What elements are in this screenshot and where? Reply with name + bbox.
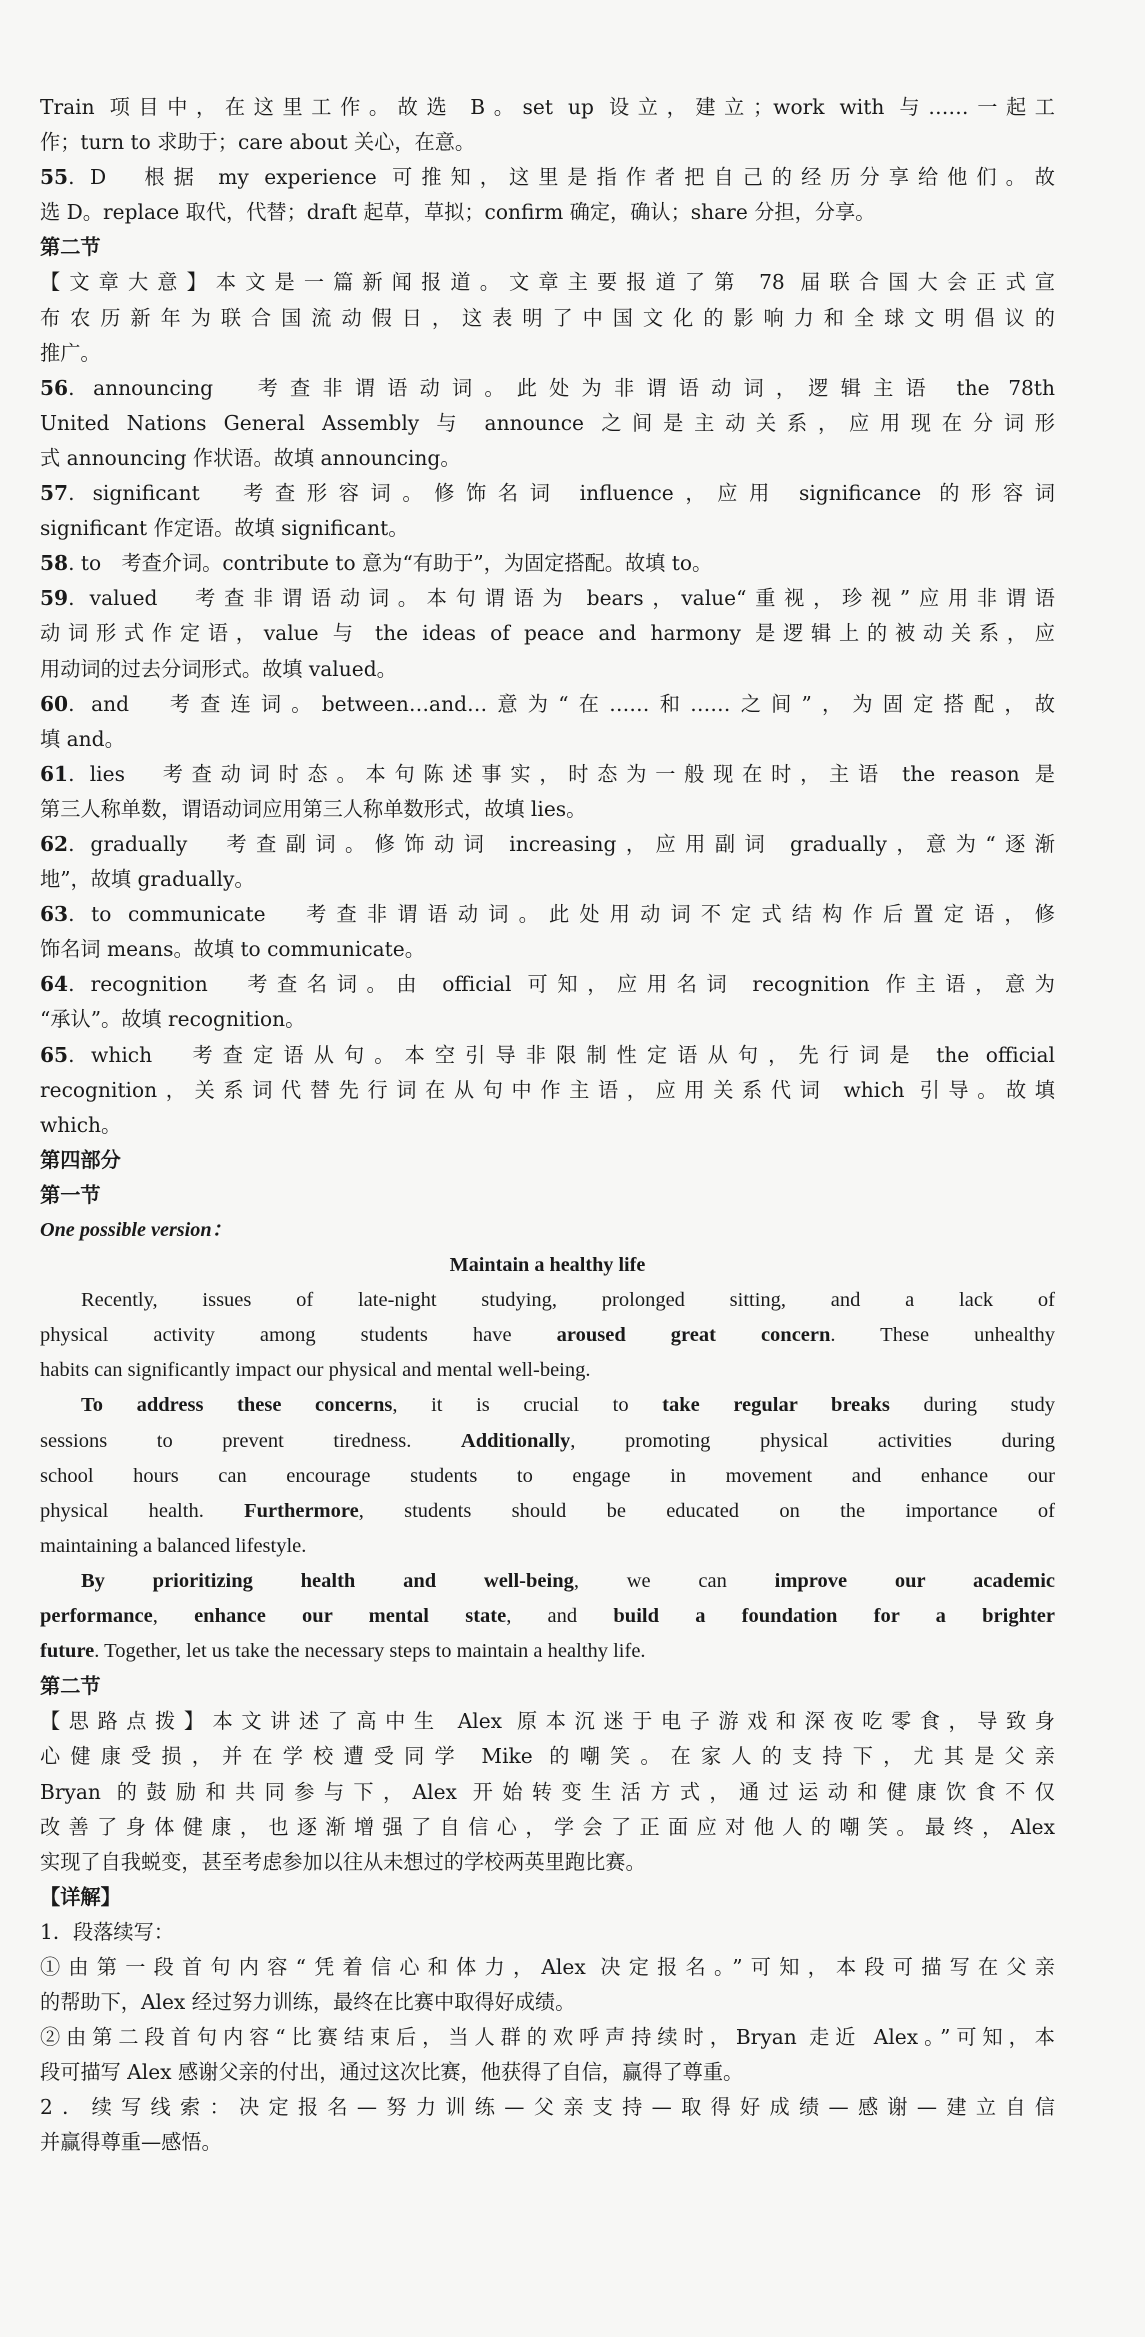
question-number: 57 bbox=[40, 481, 69, 506]
text-line: which。 bbox=[40, 1112, 122, 1137]
text-line: 并赢得尊重—感悟。 bbox=[40, 2130, 222, 2155]
text-line: 的帮助下，Alex 经过努力训练，最终在比赛中取得好成绩。 bbox=[40, 1990, 576, 2015]
highlight-phrase: build a foundation for a brighter bbox=[613, 1605, 1055, 1628]
question-number: 61 bbox=[40, 761, 69, 786]
essay-line: sessions to prevent tiredness. Additionally, promoting physical activities during bbox=[40, 1429, 1055, 1452]
text-line: 实现了自我蜕变，甚至考虑参加以往从未想过的学校两英里跑比赛。 bbox=[40, 1849, 646, 1874]
highlight-phrase: To address these concerns bbox=[81, 1394, 393, 1417]
essay-line: physical health. Furthermore, students should be educated on the importance of bbox=[40, 1499, 1055, 1522]
text-line: ②由第二段首句内容“比赛结束后，当人群的欢呼声持续时，Bryan 走近 Alex。”可知，本 bbox=[40, 2025, 1055, 2050]
question-number: 62 bbox=[40, 831, 69, 856]
highlight-phrase: improve our academic bbox=[774, 1569, 1055, 1592]
answer-sheet bbox=[40, 90, 1055, 2161]
highlight-phrase: take regular breaks bbox=[662, 1394, 890, 1417]
highlight-phrase: Furthermore bbox=[244, 1499, 359, 1522]
text-line: 【文章大意】本文是一篇新闻报道。文章主要报道了第 78 届联合国大会正式宣 bbox=[40, 270, 1055, 295]
answer-60: 60. and 考查连词。between…and…意为“在……和……之间”，为固定搭配，故 bbox=[40, 691, 1055, 716]
text-line: 选 D。replace 取代，代替；draft 起草，草拟；confirm 确定，确认；share 分担，分享。 bbox=[40, 200, 876, 225]
question-number: 58 bbox=[40, 551, 69, 576]
question-number: 56 bbox=[40, 375, 69, 400]
highlight-phrase: By prioritizing health and well-being bbox=[81, 1569, 574, 1592]
essay-line: Recently, issues of late-night studying, prolonged sitting, and a lack of bbox=[81, 1289, 1055, 1312]
essay-line: maintaining a balanced lifestyle. bbox=[40, 1534, 307, 1557]
text-line: 【思路点拨】本文讲述了高中生 Alex 原本沉迷于电子游戏和深夜吃零食，导致身 bbox=[40, 1709, 1055, 1734]
answer-63: 63. to communicate 考查非谓语动词。此处用动词不定式结构作后置定语，修 bbox=[40, 902, 1055, 927]
text-line: 推广。 bbox=[40, 340, 101, 365]
text-line: 饰名词 means。故填 to communicate。 bbox=[40, 937, 425, 962]
essay-line: By prioritizing health and well-being, we can improve our academic bbox=[81, 1569, 1055, 1592]
section-heading: 【详解】 bbox=[40, 1884, 121, 1909]
answer-57: 57. significant 考查形容词。修饰名词 influence，应用 significance 的形容词 bbox=[40, 481, 1055, 506]
text-line: 式 announcing 作状语。故填 announcing。 bbox=[40, 445, 461, 470]
highlight-phrase: aroused great concern bbox=[556, 1324, 831, 1347]
text-line: significant 作定语。故填 significant。 bbox=[40, 516, 409, 541]
essay-line: habits can significantly impact our physical and mental well-being. bbox=[40, 1359, 591, 1382]
text-line: Train 项目中，在这里工作。故选 B。set up 设立，建立；work with 与……一起工 bbox=[40, 95, 1055, 119]
answer-56: 56. announcing 考查非谓语动词。此处为非谓语动词，逻辑主语 the 78th bbox=[40, 375, 1055, 400]
highlight-phrase: performance bbox=[40, 1605, 153, 1628]
text-line: 布农历新年为联合国流动假日，这表明了中国文化的影响力和全球文明倡议的 bbox=[40, 305, 1055, 330]
highlight-phrase: future bbox=[40, 1640, 95, 1663]
answer-65: 65. which 考查定语从句。本空引导非限制性定语从句，先行词是 the official bbox=[40, 1042, 1055, 1067]
text-line: 2．续写线索：决定报名—努力训练—父亲支持—取得好成绩—感谢—建立自信 bbox=[40, 2095, 1055, 2120]
essay-line: school hours can encourage students to engage in movement and enhance our bbox=[40, 1464, 1055, 1487]
text-line: “承认”。故填 recognition。 bbox=[40, 1007, 306, 1032]
essay-line: performance, enhance our mental state, and build a foundation for a brighter bbox=[40, 1605, 1055, 1628]
question-number: 60 bbox=[40, 691, 69, 716]
text-line: 1．段落续写： bbox=[40, 1919, 174, 1944]
text-line: 用动词的过去分词形式。故填 valued。 bbox=[40, 656, 397, 681]
text-line: United Nations General Assembly 与 announce 之间是主动关系，应用现在分词形 bbox=[40, 410, 1055, 435]
section-heading: 第二节 bbox=[40, 1674, 101, 1699]
question-number: 63 bbox=[40, 902, 69, 927]
essay-line: To address these concerns, it is crucial to take regular breaks during study bbox=[81, 1394, 1055, 1417]
text-line: 作；turn to 求助于；care about 关心，在意。 bbox=[40, 130, 476, 155]
answer-58: 58. to 考查介词。contribute to 意为“有助于”，为固定搭配。故填 to。 bbox=[40, 551, 713, 576]
text-line: 心健康受损，并在学校遭受同学 Mike 的嘲笑。在家人的支持下，尤其是父亲 bbox=[40, 1744, 1055, 1769]
answer-55: 55. D 根据 my experience 可推知，这里是指作者把自己的经历分享给他们。故 bbox=[40, 165, 1055, 190]
text-line: recognition，关系词代替先行词在从句中作主语，应用关系代词 which 引导。故填 bbox=[40, 1077, 1055, 1102]
essay-title: Maintain a healthy life bbox=[449, 1254, 646, 1277]
highlight-phrase: Additionally bbox=[460, 1429, 571, 1452]
essay-line: physical activity among students have aroused great concern. These unhealthy bbox=[40, 1324, 1055, 1347]
text-line: ①由第一段首句内容“凭着信心和体力，Alex 决定报名。”可知，本段可描写在父亲 bbox=[40, 1954, 1055, 1979]
essay-line: future. Together, let us take the necessary steps to maintain a healthy life. bbox=[40, 1640, 646, 1663]
text-line: Bryan 的鼓励和共同参与下，Alex 开始转变生活方式，通过运动和健康饮食不仅 bbox=[40, 1779, 1055, 1804]
question-number: 55 bbox=[40, 165, 69, 190]
text-line: 动词形式作定语，value 与 the ideas of peace and harmony 是逻辑上的被动关系，应 bbox=[40, 621, 1055, 646]
section-heading: 第二节 bbox=[40, 235, 101, 260]
question-number: 64 bbox=[40, 972, 69, 997]
text-line: 填 and。 bbox=[40, 726, 125, 751]
section-heading: 第一节 bbox=[40, 1182, 101, 1207]
part-heading: 第四部分 bbox=[40, 1147, 121, 1172]
answer-61: 61. lies 考查动词时态。本句陈述事实，时态为一般现在时，主语 the reason 是 bbox=[40, 761, 1055, 786]
text-line: 改善了身体健康，也逐渐增强了自信心，学会了正面应对他人的嘲笑。最终，Alex bbox=[40, 1814, 1055, 1839]
text-line: 段可描写 Alex 感谢父亲的付出，通过这次比赛，他获得了自信，赢得了尊重。 bbox=[40, 2060, 744, 2085]
text-line: 第三人称单数，谓语动词应用第三人称单数形式，故填 lies。 bbox=[40, 796, 587, 821]
answer-62: 62. gradually 考查副词。修饰动词 increasing，应用副词 gradually，意为“逐渐 bbox=[40, 831, 1055, 856]
version-label: One possible version： bbox=[40, 1219, 232, 1241]
question-number: 65 bbox=[40, 1042, 69, 1067]
highlight-phrase: enhance our mental state bbox=[194, 1605, 507, 1628]
text-line: 地”，故填 gradually。 bbox=[40, 867, 255, 892]
answer-59: 59. valued 考查非谓语动词。本句谓语为 bears，value“重视，珍视”应用非谓语 bbox=[40, 586, 1055, 611]
answer-64: 64. recognition 考查名词。由 official 可知，应用名词 recognition 作主语，意为 bbox=[40, 972, 1055, 997]
question-number: 59 bbox=[40, 586, 69, 611]
